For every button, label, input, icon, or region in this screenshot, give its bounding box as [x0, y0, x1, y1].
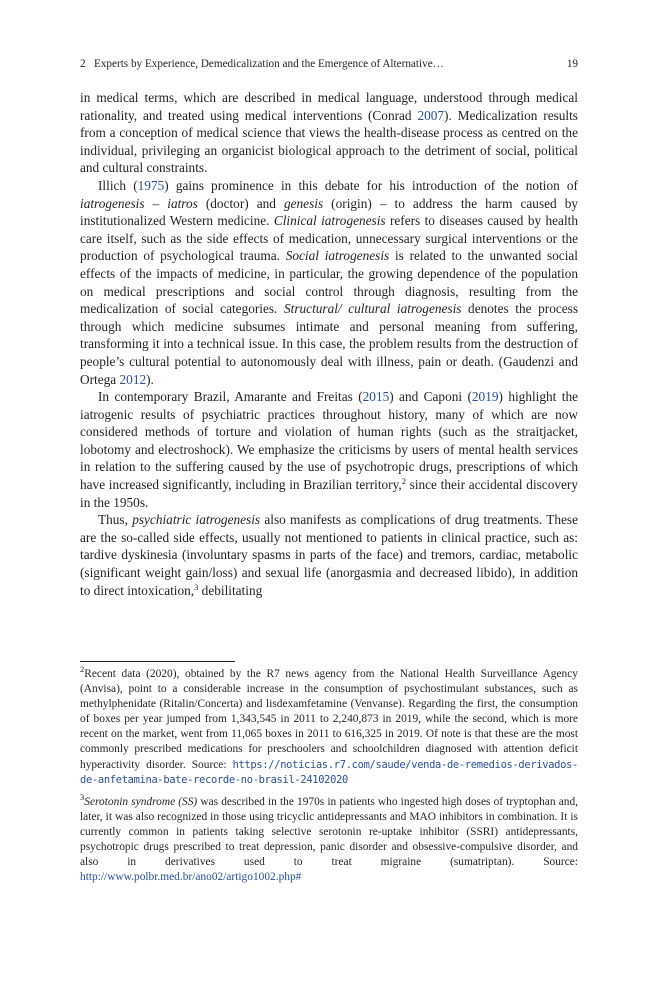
text-run: is related to the unwanted social effects of the impacts of medicine, in particular, the growing dependence of the population on medical prescriptions and social control through diagnosis, resulting from the medicalization of social categories. — [80, 248, 578, 317]
text-run: debilitating — [198, 582, 263, 598]
chapter-title: 2 Experts by Experience, Demedicalization and the Emergence of Alternative… — [80, 58, 444, 70]
text-run: also manifests as complications of drug treatments. These are the so-called side effects, usually not mentioned to patients in clinical practice, such as: tardive dyskinesia (involuntary spasms in parts of the face) and tremors, cardiac, metabolic (significant weight gain/loss) and sexual life (anorgasmia and decreased libido), in addition to direct intoxication, — [80, 512, 578, 598]
italic-term: Clinical iatrogenesis — [273, 213, 386, 229]
footnote-separator — [80, 661, 235, 662]
footnotes — [80, 664, 578, 885]
text-run: refers to diseases caused by health care itself, such as the side effects of medication, unnecessary surgical interventions or the production of psychological trauma. — [80, 213, 578, 264]
text-run: since their accidental discovery in the 1950s. — [80, 477, 578, 510]
footnote-marker[interactable]: 3 — [80, 791, 85, 802]
text-run: Illich ( — [98, 177, 138, 193]
text-run: – — [144, 195, 168, 211]
body-paragraph — [80, 177, 578, 388]
italic-term: genesis — [283, 195, 324, 211]
text-run: was described in the 1970s in patients who ingested high doses of tryptophan and, later, it was also recognized in those using tricyclic antidepressants and MAO inhibitors in combination. It is currently common in patients taking selective serotonin re-uptake inhibitor (SSRI) antidepressants, psychotropic drugs prescribed to treat depression, panic disorder and obsessive-compulsive disorder, and also in derivatives used to treat migraine (sumatriptan). Source: — [80, 795, 578, 869]
main-text — [80, 89, 578, 599]
body-paragraph — [80, 511, 578, 599]
footnote-marker[interactable]: 2 — [80, 664, 85, 674]
italic-term: Structural/ cultural iatrogenesis — [284, 301, 462, 317]
italic-term: iatrogenesis — [80, 195, 145, 211]
page-number: 19 — [566, 58, 578, 70]
text-run: ). — [146, 371, 154, 387]
text-run: In contemporary Brazil, Amarante and Freitas ( — [98, 389, 363, 405]
text-run: ) highlight the iatrogenic results of psychiatric practices throughout history, many of which are now considered methods of torture and violation of human rights (such as the straitjacket, lobotomy and electroshock). We emphasize the criticisms by users of mental health services in relation to the suffering caused by the use of psychotropic drugs, prescriptions of which have increased significantly, including in Brazilian territory, — [80, 389, 578, 493]
italic-term: psychiatric iatrogenesis — [132, 512, 261, 528]
italic-term: iatros — [167, 195, 198, 211]
citation-link[interactable]: 2012 — [119, 371, 147, 387]
source-link[interactable]: http://www.polbr.med.br/ano02/artigo1002.php# — [80, 871, 302, 884]
text-run: (doctor) and — [197, 195, 284, 211]
running-header — [80, 56, 578, 72]
text-run: in medical terms, which are described in medical language, understood through medical rationality, and treated using medical interventions (Conrad — [80, 90, 578, 123]
italic-term: Social iatrogenesis — [285, 248, 390, 264]
footnote — [80, 664, 578, 788]
citation-link[interactable]: 2019 — [471, 389, 499, 405]
footnote-marker[interactable]: 3 — [194, 581, 199, 592]
footnote — [80, 791, 578, 886]
italic-term: Serotonin syndrome (SS) — [84, 795, 198, 808]
citation-link[interactable]: 2015 — [362, 389, 390, 405]
citation-link[interactable]: 2007 — [417, 107, 445, 123]
text-run: Recent data (2020), obtained by the R7 news agency from the National Health Surveillance Agency (Anvisa), point to a considerable increase in the consumption of psychostimulant substances, such as methylphenidate (Ritalin/Concerta) and lisdexamfetamine (Venvanse). Regarding the first, the consumption of boxes per year jumped from 1,343,545 in 2011 to 2,240,873 in 2019, while the second, which is more recent on the market, went from 11,065 boxes in 2011 to 616,325 in 2019. Of note is that these are the most commonly prescribed medications for preschoolers and schoolchildren diagnosed with attention deficit hyperactivity disorder. Source: — [80, 668, 578, 771]
footnote-marker[interactable]: 2 — [401, 476, 406, 487]
text-run: ). Medicalization results from a conception of medical science that views the health-disease process as centred on the individual, privileging an organicist biological approach to the detriment of social, political and cultural constraints. — [80, 107, 578, 176]
text-run: Thus, — [98, 512, 133, 528]
text-run: ) gains prominence in this debate for his introduction of the notion of — [164, 177, 578, 193]
source-link[interactable]: https://noticias.r7.com/saude/venda-de-remedios-derivados-de-anfetamina-bate-recorde-no-brasil-24102020 — [80, 758, 578, 786]
text-run: denotes the process through which medicine subsumes intimate and personal meaning from suffering, transforming it into a technical issue. In this case, the problem results from the destruction of people’s cultural potential to autonomously deal with illness, pain or death. (Gaudenzi and Ortega — [80, 301, 578, 387]
text-run: (origin) – to address the harm caused by institutionalized Western medicine. — [80, 195, 579, 229]
text-run: ) and Caponi ( — [389, 389, 472, 405]
body-paragraph — [80, 89, 578, 177]
citation-link[interactable]: 1975 — [137, 177, 165, 193]
body-paragraph — [80, 388, 578, 511]
